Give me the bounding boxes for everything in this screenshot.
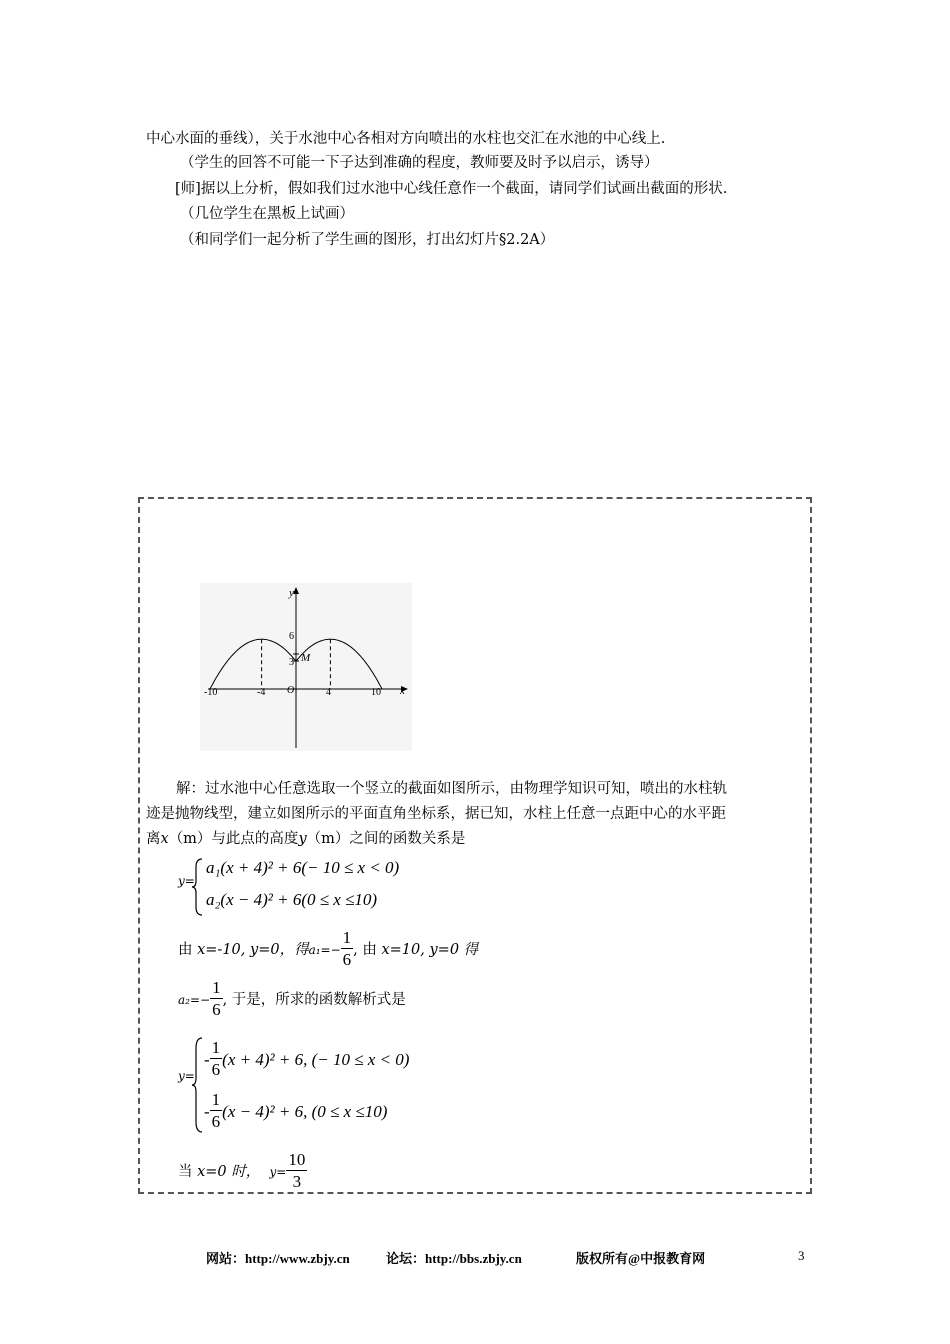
piecewise-1-lhs: y=: [178, 874, 195, 888]
piecewise-1-case-2: a₂(x − 4)² + 6(0 ≤ x ≤10): [206, 890, 378, 909]
tick-label-y-3: 3: [289, 657, 294, 668]
paragraph-line-2: （学生的回答不可能一下子达到准确的程度，教师要及时予以启示，诱导）: [180, 155, 659, 171]
solve-a1-line: 由 x=-10, y=0，得 a₁=− $\frac{1}{6}$ , 由 x=10, y=0 得: [178, 928, 479, 969]
tick-label-x-10: 10: [371, 687, 381, 698]
solve-a2-line: a₂=− $\frac{1}{6}$ , 于是，所求的函数解析式是: [178, 978, 406, 1019]
tick-label-x-4: 4: [326, 687, 331, 698]
fraction-one-sixth-2: $\frac{1}{6}$: [212, 978, 221, 1019]
footer-website: 网站：http://www.zbjy.cn: [206, 1251, 350, 1266]
solution-line-2: 迹是抛物线型，建立如图所示的平面直角坐标系，据已知，水柱上任意一点距中心的水平距: [146, 806, 726, 822]
left-brace-2: [192, 1036, 204, 1134]
parabola-graph: [200, 583, 412, 751]
final-line: 当 x=0 时， y= $\frac{10}{3}$: [178, 1150, 306, 1191]
piecewise-2-case-2: - $\frac{1}{6}$ (x − 4)² + 6, (0 ≤ x ≤10): [204, 1090, 388, 1131]
page-number: 3: [798, 1248, 805, 1263]
piecewise-1-case-1: a₁(x + 4)² + 6(− 10 ≤ x < 0): [206, 858, 400, 877]
piecewise-2-case-1: - $\frac{1}{6}$ (x + 4)² + 6, (− 10 ≤ x < 0): [204, 1038, 410, 1079]
paragraph-line-5: （和同学们一起分析了学生画的图形，打出幻灯片§2.2A）: [180, 232, 555, 248]
footer-forum: 论坛：http://bbs.zbjy.cn: [386, 1251, 522, 1266]
left-brace-1: [192, 857, 204, 917]
fraction-one-sixth: $\frac{1}{6}$: [342, 928, 352, 969]
tick-label-y-6: 6: [289, 631, 294, 642]
solution-line-1: 解：过水池中心任意选取一个竖立的截面如图所示，由物理学知识可知，喷出的水柱轨: [176, 781, 727, 797]
solution-line-3: 离x（m）与此点的高度y（m）之间的函数关系是: [146, 831, 466, 847]
tick-label-x--10: -10: [204, 687, 218, 698]
point-m-label: M: [301, 652, 311, 664]
fraction-ten-thirds: $\frac{10}{3}$: [288, 1150, 306, 1191]
origin-label: O: [287, 685, 295, 696]
paragraph-line-4: （几位学生在黑板上试画）: [180, 206, 354, 222]
paragraph-line-3: [师]据以上分析，假如我们过水池中心线任意作一个截面，请同学们试画出截面的形状.: [175, 181, 728, 197]
x-axis-label: x: [400, 685, 405, 697]
footer-copyright: 版权所有@中报教育网: [576, 1251, 706, 1266]
graph-background: [200, 583, 412, 751]
piecewise-2-lhs: y=: [178, 1069, 195, 1083]
y-axis-label: y: [289, 587, 294, 599]
paragraph-line-1: 中心水面的垂线），关于水池中心各相对方向喷出的水柱也交汇在水池的中心线上.: [146, 131, 666, 147]
tick-label-x--4: -4: [257, 687, 266, 698]
